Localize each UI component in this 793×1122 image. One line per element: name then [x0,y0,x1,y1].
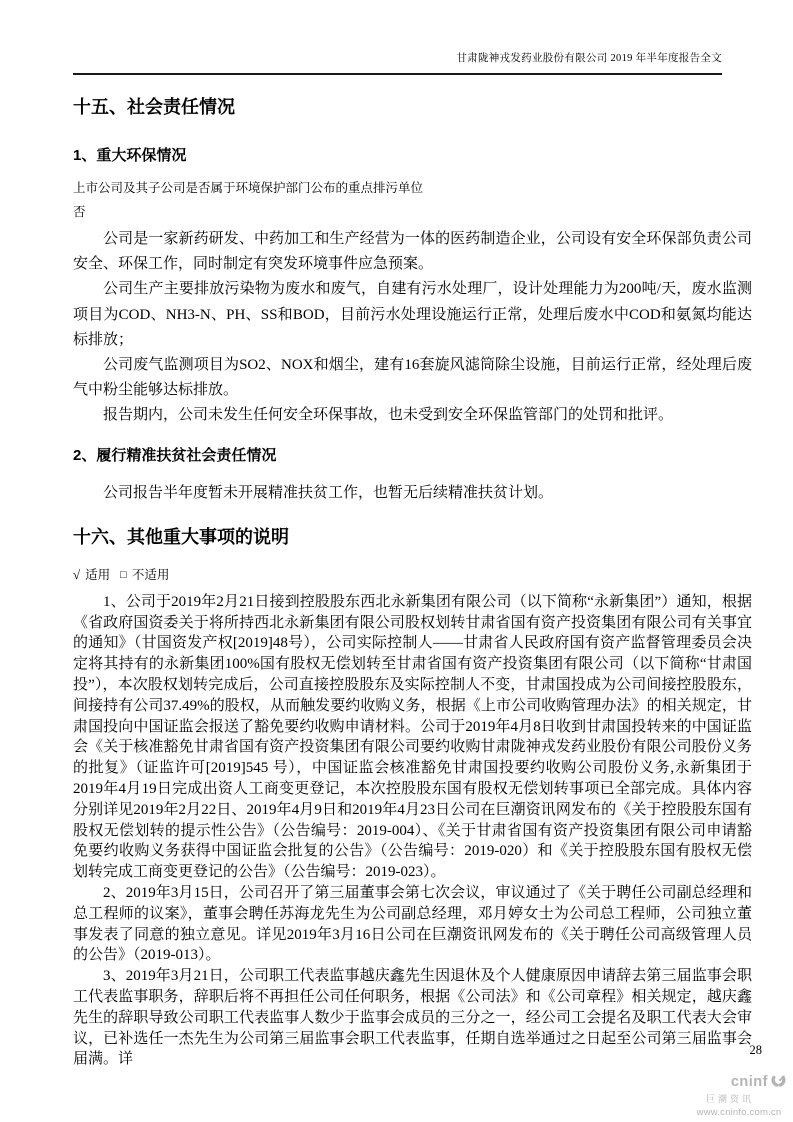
empty-checkbox-icon: □ [120,568,127,581]
page-number: 28 [749,1043,762,1057]
paragraph: 公司废气监测项目为SO2、NOX和烟尘，建有16套旋风滤筒除尘设施，目前运行正常，经处理后废气中粉尘能够达标排放。 [73,357,752,399]
paragraph: 报告期内，公司未发生任何安全环保事故，也未受到安全环保监管部门的处罚和批评。 [103,407,674,424]
paragraph: 公司是一家新药研发、中药加工和生产经营为一体的医药制造企业，公司设有安全环保部负责公司安全、环保工作，同时制定有突发环境事件应急预案。 [73,231,752,273]
section-16-title: 十六、其他重大事项的说明 [73,526,289,547]
poverty-alleviation-paragraphs [73,481,752,506]
applicability-line [73,566,752,585]
paragraph: 公司报告半年度暂未开展精准扶贫工作，也暂无后续精准扶贫计划。 [103,484,554,501]
environment-paragraphs [73,227,752,429]
paragraph: 公司生产主要排放污染物为废水和废气，自建有污水处理厂，设计处理能力为200吨/天，废水监测项目为COD、NH3-N、PH、SS和BOD，目前污水处理设施运行正常，处理后废水中COD和氨氮均能达标排放； [73,281,752,348]
running-head-title: 甘肃陇神戎发药业股份有限公司 2019 年半年度报告全文 [456,53,722,64]
section-15-sub-1-title: 1、重大环保情况 [73,147,187,164]
section-15-sub-2-title: 2、履行精准扶贫社会责任情况 [73,446,277,464]
cninfo-url: www.cninfo.com.cn [696,1107,782,1118]
pollutant-unit-answer: 否 [73,205,86,219]
cninfo-logo-row [691,1072,787,1091]
cninfo-watermark-logo [691,1072,787,1118]
cninfo-swirl-icon [770,1072,787,1091]
page-header [73,52,722,75]
applicable-label: 适用 [85,567,111,582]
paragraph: 2、2019年3月15日，公司召开了第三届董事会第七次会议，审议通过了《关于聘任公司副总经理和总工程师的议案》，董事会聘任苏海龙先生为公司副总经理，邓月婷女士为公司总工程师，公司独立董事发表了同意的独立意见。详见2019年3月16日公司在巨潮资讯网发布的《关于聘任公司高级管理人员的公告》（2019-013）。 [73,884,752,964]
page-body [73,88,752,1070]
paragraph: 3、2019年3月21日，公司职工代表监事越庆鑫先生因退休及个人健康原因申请辞去第三届监事会职工代表监事职务，辞职后将不再担任公司任何职务，根据《公司法》和《公司章程》相关规定，越庆鑫先生的辞职导致公司职工代表监事人数少于监事会成员的三分之一，经公司工会提名及职工代表大会审议，已补选任一杰先生为公司第三届监事会职工代表监事，任期自选举通过之日起至公司第三届监事会届满。详 [73,968,752,1068]
pollutant-unit-question: 上市公司及其子公司是否属于环境保护部门公布的重点排污单位 [73,181,424,195]
cninfo-brand-text: cninf [730,1073,768,1090]
checkmark-icon: √ [73,566,81,582]
not-applicable-label: 不适用 [131,567,170,582]
section-15-title: 十五、社会责任情况 [73,97,235,117]
cninfo-chinese-name: 巨潮资讯 [705,1094,754,1104]
other-matters-paragraphs [73,592,752,1070]
paragraph: 1、公司于2019年2月21日接到控股股东西北永新集团有限公司（以下简称“永新集团”）通知，根据《省政府国资委关于将所持西北永新集团有限公司股权划转甘肃省国有资产投资集团有限公司有关事宜的通知》（甘国资发产权[2019]48号），公司实际控制人——甘肃省人民政府国有资产监督管理委员会决定将其持有的永新集团100%国有股权无偿划转至甘肃省国有资产投资集团有限公司（以下简称“甘肃国投”），本次股权划转完成后，公司直接控股股东及实际控制人不变，甘肃国投成为公司间接控股股东，间接持有公司37.49%的股权，从而触发要约收购义务，根据《上市公司收购管理办法》的相关规定，甘肃国投向中国证监会报送了豁免要约收购申请材料。公司于2019年4月8日收到甘肃国投转来的中国证监会《关于核准豁免甘肃省国有资产投资集团有限公司要约收购甘肃陇神戎发药业股份有限公司股份义务的批复》（证监许可[2019]545 号），中国证监会核准豁免甘肃国投要约收购公司股份义务,永新集团于2019年4月19日完成出资人工商变更登记，本次控股股东国有股权无偿划转事项已全部完成。具体内容分别详见2019年2月22日、2019年4月9日和2019年4月23日公司在巨潮资讯网发布的《关于控股股东国有股权无偿划转的提示性公告》（公告编号：2019-004）、《关于甘肃省国有资产投资集团有限公司申请豁免要约收购义务获得中国证监会批复的公告》（公告编号：2019-020）和《关于控股股东国有股权无偿划转完成工商变更登记的公告》（公告编号：2019-023）。 [73,593,752,881]
